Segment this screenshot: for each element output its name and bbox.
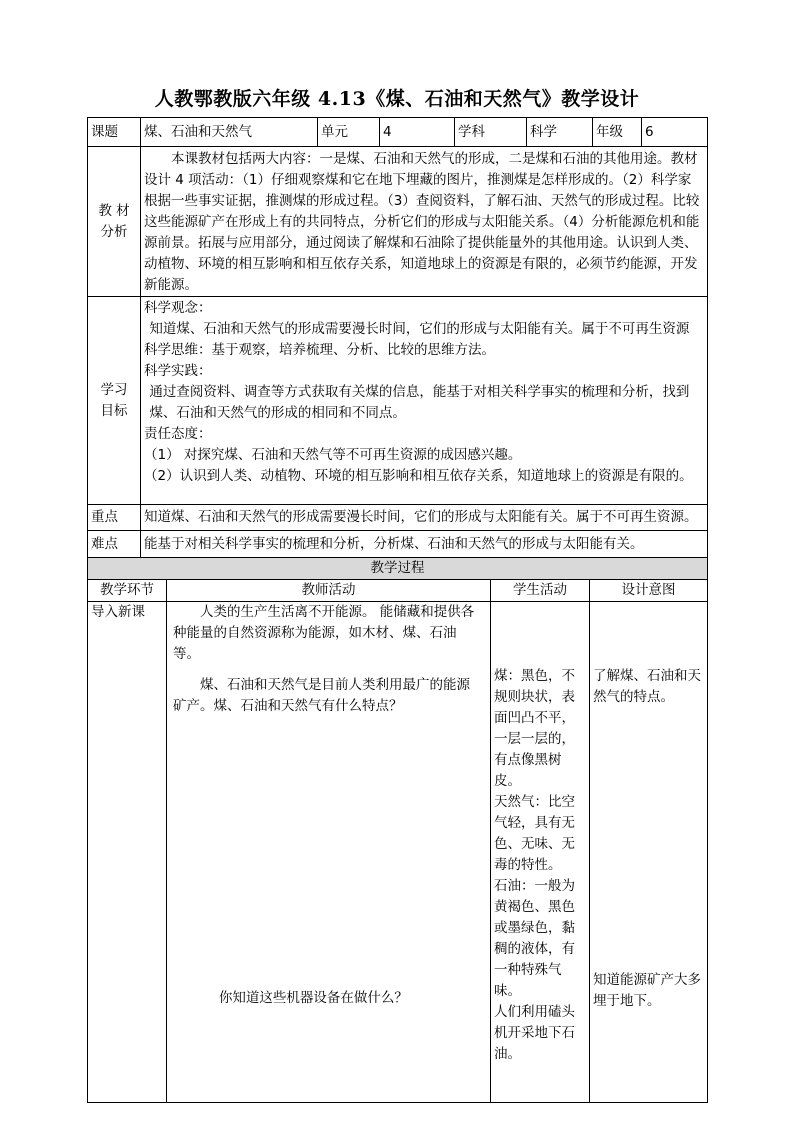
- objective-line: （1） 对探究煤、石油和天然气等不可再生资源的成因感兴趣。: [144, 447, 522, 463]
- difficulty-label: 难点: [88, 531, 141, 558]
- grade-label: 年级: [593, 118, 642, 147]
- intent-paragraph: 了解煤、石油和天然气的特点。: [593, 668, 701, 705]
- teacher-activity-cell: [167, 602, 491, 1103]
- objective-line: 科学思维：基于观察，培养梳理、分析、比较的思维方法。: [144, 342, 495, 358]
- student-paragraph: 煤：黑色，不规则块状，表面凹凸不平，一层一层的，有点像黑树皮。: [494, 668, 575, 789]
- difficulty-text: 能基于对相关科学事实的梳理和分析，分析煤、石油和天然气的形成与太阳能有关。: [141, 531, 708, 558]
- info-table: [87, 117, 708, 558]
- objective-line: 知道煤、石油和天然气的形成需要漫长时间，它们的形成与太阳能有关。属于不可再生资源: [149, 321, 690, 337]
- stage-cell: [88, 602, 167, 1103]
- analysis-label: 教 材 分析: [88, 147, 141, 297]
- intent-paragraph: 知道能源矿产大多埋于地下。: [593, 972, 701, 1009]
- grade-value: 6: [642, 118, 708, 147]
- objective-line: 科学实践：: [144, 363, 212, 379]
- key-point-label: 重点: [88, 505, 141, 531]
- stage-label: 导入新课: [91, 604, 145, 620]
- subject-value: 科学: [527, 118, 593, 147]
- student-paragraph: 人们利用磕头机开采地下石油。: [494, 1004, 575, 1062]
- column-header: 学生活动: [491, 580, 590, 602]
- student-paragraph: 天然气：比空气轻，具有无色、无味、无毒的特性。: [494, 794, 575, 873]
- unit-value: 4: [380, 118, 455, 147]
- teacher-paragraph: 你知道这些机器设备在做什么？: [218, 990, 408, 1006]
- column-header: 设计意图: [590, 580, 708, 602]
- unit-label: 单元: [318, 118, 380, 147]
- objective-line: 科学观念：: [144, 300, 212, 316]
- topic-label: 课题: [88, 118, 141, 147]
- process-table: [87, 557, 708, 1103]
- objective-line: 责任态度：: [144, 426, 212, 442]
- objectives-label: 学习 目标: [88, 297, 141, 505]
- intent-cell: [590, 602, 708, 1103]
- document-title: 人教鄂教版六年级 4.13《煤、石油和天然气》教学设计: [154, 88, 640, 110]
- column-header: 教学环节: [88, 580, 167, 602]
- process-header: 教学过程: [88, 558, 708, 580]
- analysis-text: 本课教材包括两大内容：一是煤、石油和天然气的形成，二是煤和石油的其他用途。教材设计 4 项活动：（1）仔细观察煤和它在地下埋藏的图片，推测煤是怎样形成的。（2）科学家根据一些事实证据，推测煤的形成过程。（3）查阅资料，了解石油、天然气的形成过程。比较这些能源矿产在形成上有的共同特点，分析它们的形成与太阳能关系。（4）分析能源危机和能源前景。拓展与应用部分，通过阅读了解煤和石油除了提供能量外的其他用途。认识到人类、动植物、环境的相互影响和相互依存关系，知道地球上的资源是有限的，必须节约能源，开发新能源。: [144, 151, 700, 293]
- student-paragraph: 石油：一般为黄褐色、黑色或墨绿色，黏稠的液体，有一种特殊气味。: [494, 878, 575, 999]
- topic-value: 煤、石油和天然气: [141, 118, 318, 147]
- teacher-paragraph: 人类的生产生活离不开能源。 能储藏和提供各种能量的自然资源称为能源，如木材、煤、石油等。: [173, 604, 475, 662]
- subject-label: 学科: [455, 118, 527, 147]
- column-header: 教师活动: [167, 580, 491, 602]
- objective-line: （2）认识到人类、动植物、环境的相互影响和相互依存关系，知道地球上的资源是有限的。: [144, 468, 693, 484]
- student-activity-cell: [491, 602, 590, 1103]
- objective-line: 通过查阅资料、调查等方式获取有关煤的信息，能基于对相关科学事实的梳理和分析，找到煤、石油和天然气的形成的相同和不同点。: [149, 384, 690, 421]
- key-point-text: 知道煤、石油和天然气的形成需要漫长时间，它们的形成与太阳能有关。属于不可再生资源。: [141, 505, 708, 531]
- teacher-paragraph: 煤、石油和天然气是目前人类利用最广的能源矿产。煤、石油和天然气有什么特点？: [173, 677, 470, 714]
